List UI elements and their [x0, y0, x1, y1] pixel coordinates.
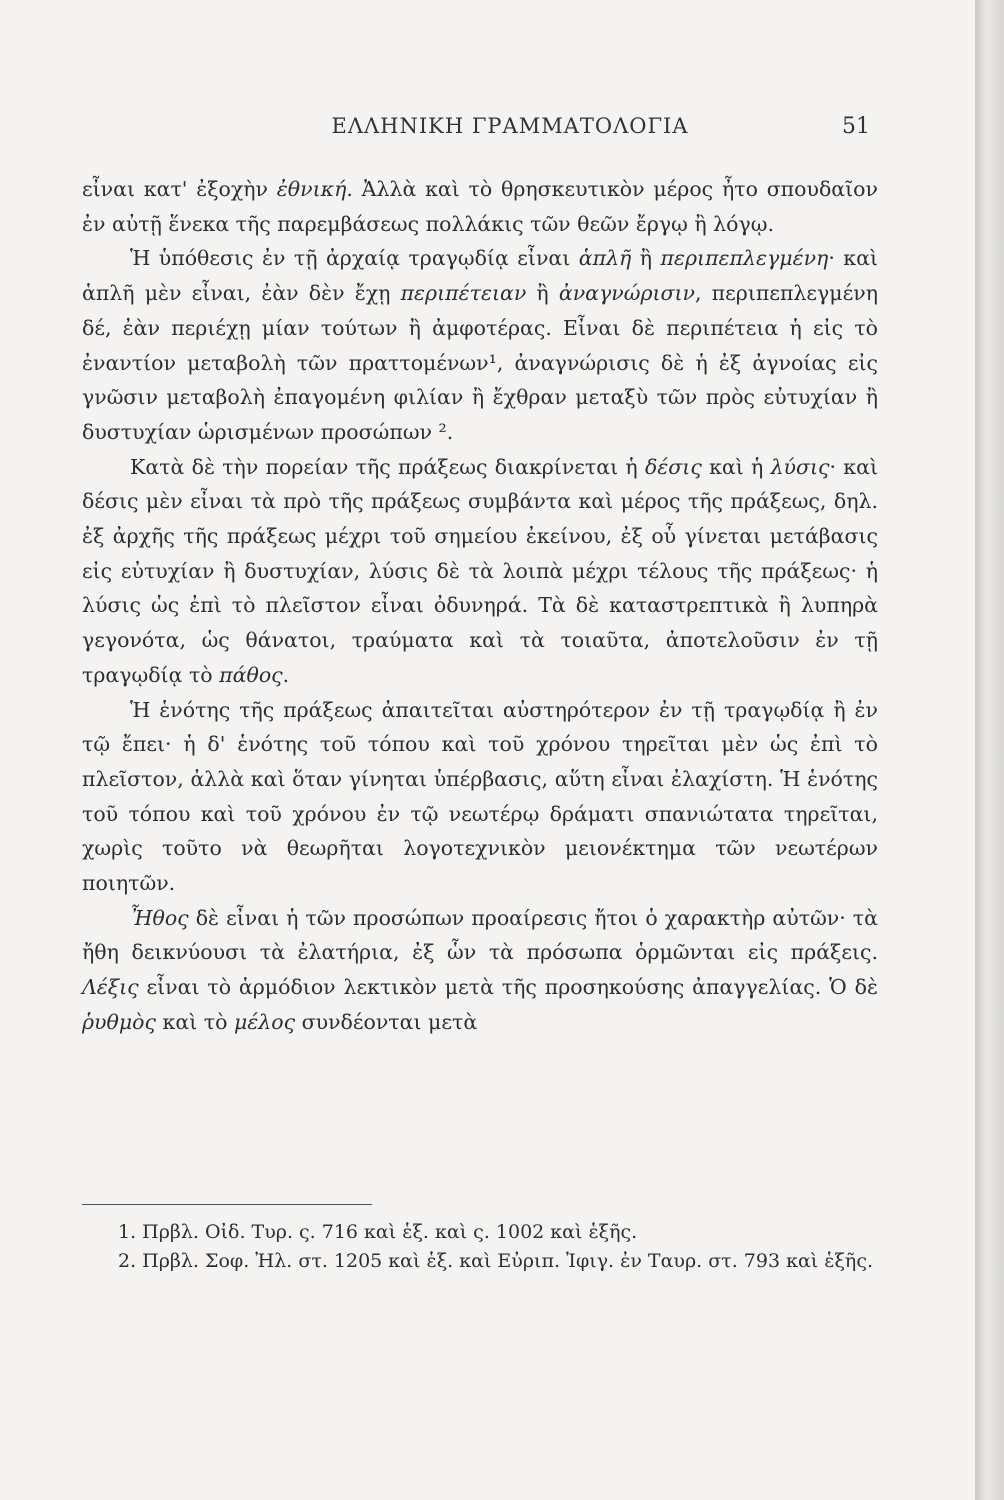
text-run: δὲ εἶναι ἡ τῶν προσώπων προαίρεσις ἤτοι ὁ χαρακτὴρ αὐτῶν· τὰ ἤθη δεικνύουσι τὰ ἐλατήρια, ἐξ ὧν τὰ πρόσωπα ὁρμῶνται εἰς πράξεις. — [82, 905, 878, 965]
italic-term: περιπέτειαν — [400, 281, 527, 306]
text-run: Ἡ ὑπόθεσις ἐν τῇ ἀρχαίᾳ τραγῳδίᾳ εἶναι — [130, 246, 579, 271]
italic-term: ἐθνική — [276, 177, 347, 201]
paragraph — [82, 450, 878, 693]
italic-term: ἁπλῆ — [578, 246, 632, 271]
text-run: . — [282, 662, 290, 687]
text-run: ἢ — [631, 246, 661, 271]
italic-term: Λέξις — [82, 975, 139, 1000]
paragraph — [82, 901, 878, 1040]
page-edge — [975, 0, 1004, 1500]
italic-term: μέλος — [233, 1009, 296, 1034]
text-run: · καὶ ἁπλῆ μὲν εἶναι, ἐὰν δὲν ἔχῃ — [82, 246, 878, 306]
paragraph — [82, 693, 878, 901]
text-run: ἢ — [526, 281, 559, 306]
text-run: , περιπεπλεγμένη δέ, ἐὰν περιέχῃ μίαν τούτων ἢ ἀμφοτέρας. Εἶναι δὲ περιπέτεια ἡ εἰς τὸ ἐναντίον μεταβολὴ τῶν πραττομένων¹, ἀναγνώρισις δὲ ἡ ἐξ ἀγνοίας εἰς γνῶσιν μεταβολὴ ἐπαγομένη φιλίαν ἢ ἔχθραν μεταξὺ τῶν πρὸς εὐτυχίαν ἢ δυστυχίαν ὡρισμένων προσώπων ². — [82, 281, 878, 444]
text-run: . Ἀλλὰ καὶ τὸ θρησκευτικὸν μέρος ἦτο σπουδαῖον ἐν αὐτῇ ἕνεκα τῆς παρεμβάσεως πολλάκις τῶν θεῶν ἔργῳ ἢ λόγῳ. — [82, 177, 878, 236]
running-title: ΕΛΛΗΝΙΚΗ ΓΡΑΜΜΑΤΟΛΟΓΙΑ — [331, 114, 689, 138]
italic-term: Ἦθος — [130, 905, 189, 930]
text-run: εἶναι κατ' ἐξοχὴν — [82, 177, 277, 201]
text-run: συνδέονται μετὰ — [295, 1009, 478, 1034]
text-run: καὶ ἡ — [701, 454, 771, 479]
footnote-divider — [82, 1204, 372, 1205]
page-header — [0, 114, 975, 144]
italic-term: περιπεπλεγμένη — [660, 246, 829, 271]
text-run: Κατὰ δὲ τὴν πορείαν τῆς πράξεως διακρίνεται ἡ — [130, 454, 645, 479]
italic-term: λύσις — [770, 454, 830, 479]
footnote-2: 2. Πρβλ. Σοφ. Ἠλ. στ. 1205 καὶ ἑξ. καὶ Εὐριπ. Ἰφιγ. ἐν Ταυρ. στ. 793 καὶ ἑξῆς. — [118, 1250, 873, 1272]
text-run: εἶναι τὸ ἁρμόδιον λεκτικὸν μετὰ τῆς προσηκούσης ἀπαγγελίας. Ὁ δὲ — [138, 975, 878, 1000]
italic-term: ἀναγνώρισιν — [558, 281, 696, 306]
text-run: Ἡ ἑνότης τῆς πράξεως ἀπαιτεῖται αὐστηρότερον ἐν τῇ τραγῳδίᾳ ἢ ἐν τῷ ἔπει· ἡ δ' ἑνότης τοῦ τόπου καὶ τοῦ χρόνου τηρεῖται μὲν ὡς ἐπὶ τὸ πλεῖστον, ἀλλὰ καὶ ὅταν γίνηται ὑπέρβασις, αὕτη εἶναι ἐλαχίστη. Ἡ ἑνότης τοῦ τόπου καὶ τοῦ χρόνου ἐν τῷ νεωτέρῳ δράματι σπανιώτατα τηρεῖται, χωρὶς τοῦτο νὰ θεωρῆται λογοτεχνικὸν μειονέκτημα τῶν νεωτέρων ποιητῶν. — [82, 697, 878, 896]
body-text — [82, 172, 878, 1040]
italic-term: δέσις — [644, 454, 702, 479]
text-run: · καὶ δέσις μὲν εἶναι τὰ πρὸ τῆς πράξεως συμβάντα καὶ μέρος τῆς πράξεως, δηλ. ἐξ ἀρχῆς τῆς πράξεως μέχρι τοῦ σημείου ἐκείνου, ἐξ οὗ γίνεται μετάβασις εἰς εὐτυχίαν ἢ δυστυχίαν, λύσις δὲ τὰ λοιπὰ μέχρι τέλους τῆς πράξεως· ἡ λύσις ὡς ἐπὶ τὸ πλεῖστον εἶναι ὀδυνηρά. Τὰ δὲ καταστρεπτικὰ ἢ λυπηρὰ γεγονότα, ὡς θάνατοι, τραύματα καὶ τὰ τοιαῦτα, ἀποτελοῦσιν ἐν τῇ τραγῳδίᾳ τὸ — [82, 454, 878, 687]
italic-term: ῥυθμὸς — [82, 1009, 157, 1034]
footnotes — [82, 1218, 878, 1276]
paragraph — [82, 172, 878, 241]
footnote-1: 1. Πρβλ. Οἰδ. Τυρ. ς. 716 καὶ ἑξ. καὶ ς. 1002 καὶ ἑξῆς. — [118, 1221, 638, 1243]
page-number: 51 — [842, 114, 870, 139]
paragraph — [82, 241, 878, 449]
text-run: καὶ τὸ — [156, 1009, 234, 1034]
italic-term: πάθος — [219, 662, 283, 687]
